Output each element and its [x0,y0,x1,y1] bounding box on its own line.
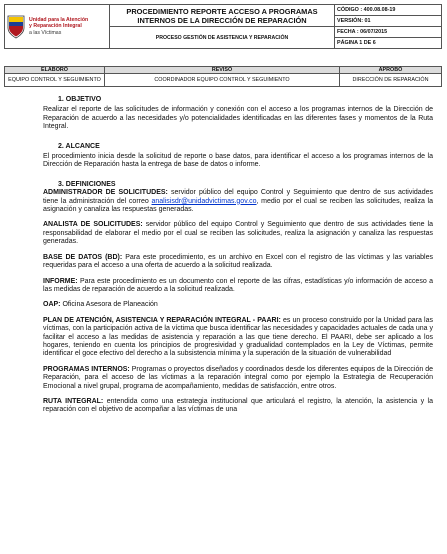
section-objetivo-text: Realizar el reporte de las solicitudes de información y conexión con el acceso a los programas internos de la Dirección de Reparación de acuerdo a las necesidades y/o potencialidades identificadas en las diferentes fases y momentos de la Ruta Integral. [43,106,433,131]
definition-term: ADMINISTRADOR DE SOLICITUDES: [43,189,168,197]
page-number: PÁGINA 1 DE 6 [335,38,442,49]
definition-term: PROGRAMAS INTERNOS: [43,365,130,373]
definition-term: OAP: [43,301,61,309]
logo-cell [5,5,110,49]
section-definiciones-heading: 3. DEFINICIONES [58,180,116,188]
reviso-label: REVISÓ [105,67,340,74]
unidad-victimas-logo [7,13,107,41]
email-link[interactable]: analisisdr@unidadvictimas.gov.co [151,197,257,205]
section-alcance-text: El procedimiento inicia desde la solicitud de reporte o base datos, para identificar el acceso a los programas internos de la Dirección de Reparación hasta la entrega de base de datos o informe. [43,153,433,169]
definition-informe [43,278,433,295]
document-header [4,4,442,49]
definition-text: , medio por el cual se reciben las solicitudes, realiza la asignación y canaliza las respuestas generadas. [43,197,433,214]
logo-line-1: Unidad para la Atención [29,16,89,23]
document-version: VERSIÓN: 01 [335,16,442,27]
definition-text: Programas o proyectos diseñados y coordinados desde los diferentes equipos de la Dirección de Reparación, para el acceso de las víctimas a la reparación integral como por ejemplo la Estrategia de Recuperación Emocional a nivel grupal, programa de acompañamiento, medidas de satisfacción, entre otros. [43,365,433,390]
definition-administrador [43,189,433,214]
definition-text: Oficina Asesora de Planeación [60,301,158,309]
document-title: PROCEDIMIENTO REPORTE ACCESO A PROGRAMAS INTERNOS DE LA DIRECCIÓN DE REPARACIÓN [110,5,335,27]
definition-text: entendida como una estrategia institucional que articulará el registro, la atención, la asistencia y la reparación con el objetivo de acompañar a las víctimas de una [43,397,434,414]
colombia-shield-icon [7,15,25,39]
definition-term: BASE DE DATOS (BD): [43,253,123,261]
elaboro-label: ELABORÓ [5,67,105,74]
aprobo-label: APROBÓ [340,67,442,74]
definition-text: servidor público del equipo Control y Seguimiento que dentro de sus actividades tiene la responsabilidad de elaborar el medio por el cual se reciben las solicitudes, realiza la asignación y canaliza las respuestas generadas. [43,221,433,246]
section-objetivo-heading: 1. OBJETIVO [58,96,102,103]
definition-text: Para este procedimiento es un documento con el reporte de las cifras, estadísticas y/o información de acceso a las medidas de reparación de acuerdo a la solicitud realizada. [43,277,433,293]
aprobo-value: DIRECCIÓN DE REPARACIÓN [340,74,442,87]
logo-text [29,17,88,36]
section-alcance-heading: 2. ALCANCE [58,142,100,150]
definition-term: RUTA INTEGRAL: [43,397,104,405]
definition-text: servidor público del equipo Control y Seguimiento que dentro de sus actividades tiene la administración del correo [43,189,433,205]
definition-base-de-datos [43,254,433,271]
definition-paari [43,317,433,359]
definition-text: Para este procedimiento, es un archivo en Excel con el registro de las víctimas y las variables requeridas para el acceso a una oferta de acuerdo a la solicitud realizada. [43,253,433,270]
document-body [43,96,433,415]
definition-analista [43,221,433,246]
document-date: FECHA : 06/07/2015 [335,27,442,38]
approval-table [4,66,442,87]
process-name: PROCESO GESTIÓN DE ASISTENCIA Y REPARACIÓN [110,27,335,49]
definition-term: INFORME: [43,277,78,285]
definition-term: ANALISTA DE SOLICITUDES: [43,221,143,229]
definition-text: es un proceso construido por la Unidad para las víctimas, con la participación activa de la víctima que busca identificar las necesidades y capacidades actuales de cada una y facilitar el acceso a las medidas de asistencia y reparación a las que tiene derecho. El PAARI, debe ser aplicado a los hogares, teniendo en cuenta los principios de progresividad y gradualidad contemplados en la Ley de Víctimas, permite identificar el goce efectivo del derecho a la subsistencia mínima y la superación de la situación de vulnerabilidad [43,316,433,358]
logo-line-3: a las Víctimas [29,29,62,36]
definition-oap [43,301,433,309]
definition-programas-internos [43,366,433,391]
document-code: CÓDIGO : 400.08.08-19 [335,5,442,16]
definition-ruta-integral [43,398,433,415]
definition-term: PLAN DE ATENCIÓN, ASISTENCIA Y REPARACIÓN INTEGRAL - PAARI: [43,316,281,324]
reviso-value: COORDINADOR EQUIPO CONTROL Y SEGUIMIENTO [105,74,340,87]
logo-line-2: y Reparación Integral [29,23,82,30]
elaboro-value: EQUIPO CONTROL Y SEGUIMIENTO [5,74,105,87]
